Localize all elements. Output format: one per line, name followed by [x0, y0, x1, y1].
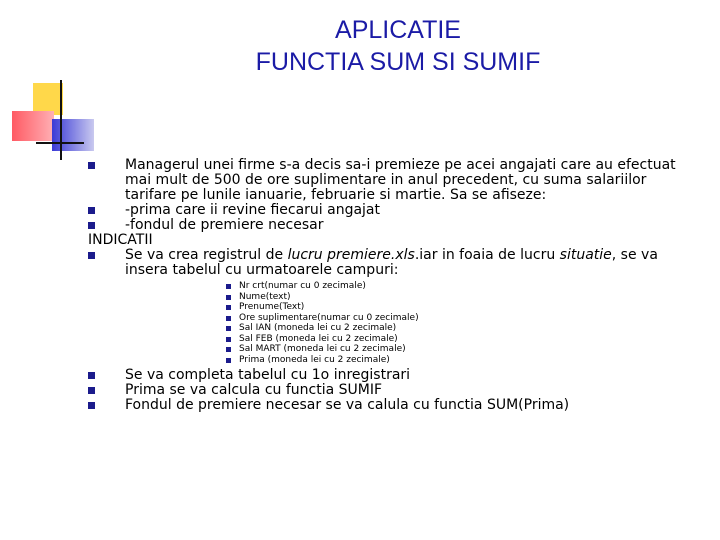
title-line-2: FUNCTIA SUM SI SUMIF [255, 48, 541, 76]
square-bullet-icon [226, 305, 231, 310]
bullet-text: Managerul unei firme s-a decis sa-i premieze pe acei angajati care au efectuat mai mult de 500 de ore suplimentare in anul precedent, cu suma salariilor tarifare pe lunile ianuarie, februarie si martie. Sa se afiseze: [125, 157, 676, 203]
bullet-item [88, 158, 688, 203]
field-text: Sal FEB (moneda lei cu 2 zecimale) [239, 333, 398, 344]
field-text: Prima (moneda lei cu 2 zecimale) [239, 354, 390, 365]
square-bullet-icon [226, 284, 231, 289]
bullet-text: -prima care ii revine fiecarui angajat [125, 202, 380, 218]
field-item [226, 292, 688, 303]
bullet-item [88, 218, 688, 233]
indicatii-heading: INDICATII [88, 232, 153, 248]
square-bullet-icon [88, 372, 95, 379]
field-item [226, 313, 688, 324]
slide-title [0, 14, 720, 78]
field-text: Ore suplimentare(numar cu 0 zecimale) [239, 312, 419, 323]
field-item [226, 302, 688, 313]
square-bullet-icon [226, 316, 231, 321]
field-text: Prenume(Text) [239, 302, 305, 312]
square-bullet-icon [226, 358, 231, 363]
field-item [226, 323, 688, 334]
field-text: Nume(text) [239, 291, 291, 302]
square-bullet-icon [88, 252, 95, 259]
field-item [226, 344, 688, 355]
bullet-text-part: .iar in foaia de lucru [414, 247, 560, 263]
sheet-name: situatie [559, 247, 612, 263]
square-bullet-icon [88, 402, 95, 409]
field-item [226, 281, 688, 292]
square-bullet-icon [226, 337, 231, 342]
square-bullet-icon [88, 162, 95, 169]
slide-body [88, 158, 688, 413]
logo-red-square [12, 111, 54, 141]
bullet-text: Fondul de premiere necesar se va calula cu functia SUM(Prima) [125, 397, 570, 413]
field-text: Sal IAN (moneda lei cu 2 zecimale) [239, 323, 397, 333]
logo-horizontal-line [36, 142, 84, 144]
bullet-item [88, 248, 688, 278]
square-bullet-icon [226, 326, 231, 331]
field-list [226, 281, 688, 365]
logo-vertical-line [60, 80, 62, 160]
field-text: Sal MART (moneda lei cu 2 zecimale) [239, 344, 406, 354]
bullet-text: -fondul de premiere necesar [125, 217, 324, 233]
field-item [226, 334, 688, 345]
bullet-text-part: Se va crea registrul de [125, 247, 288, 263]
field-item [226, 355, 688, 366]
field-text: Nr crt(numar cu 0 zecimale) [239, 281, 366, 291]
bullet-text: Prima se va calcula cu functia SUMIF [125, 382, 383, 398]
square-bullet-icon [226, 295, 231, 300]
logo-blue-square [52, 119, 94, 151]
square-bullet-icon [88, 387, 95, 394]
square-bullet-icon [226, 347, 231, 352]
bullet-item [88, 398, 688, 413]
square-bullet-icon [88, 207, 95, 214]
bullet-item [88, 383, 688, 398]
bullet-text: Se va completa tabelul cu 1o inregistrari [125, 367, 411, 383]
file-name: lucru premiere.xls [287, 247, 415, 263]
title-line-1: APLICATIE [335, 16, 461, 44]
bullet-text-part: , se va insera tabelul cu urmatoarele campuri: [125, 247, 658, 278]
bullet-item [88, 368, 688, 383]
bullet-item [88, 203, 688, 218]
square-bullet-icon [88, 222, 95, 229]
